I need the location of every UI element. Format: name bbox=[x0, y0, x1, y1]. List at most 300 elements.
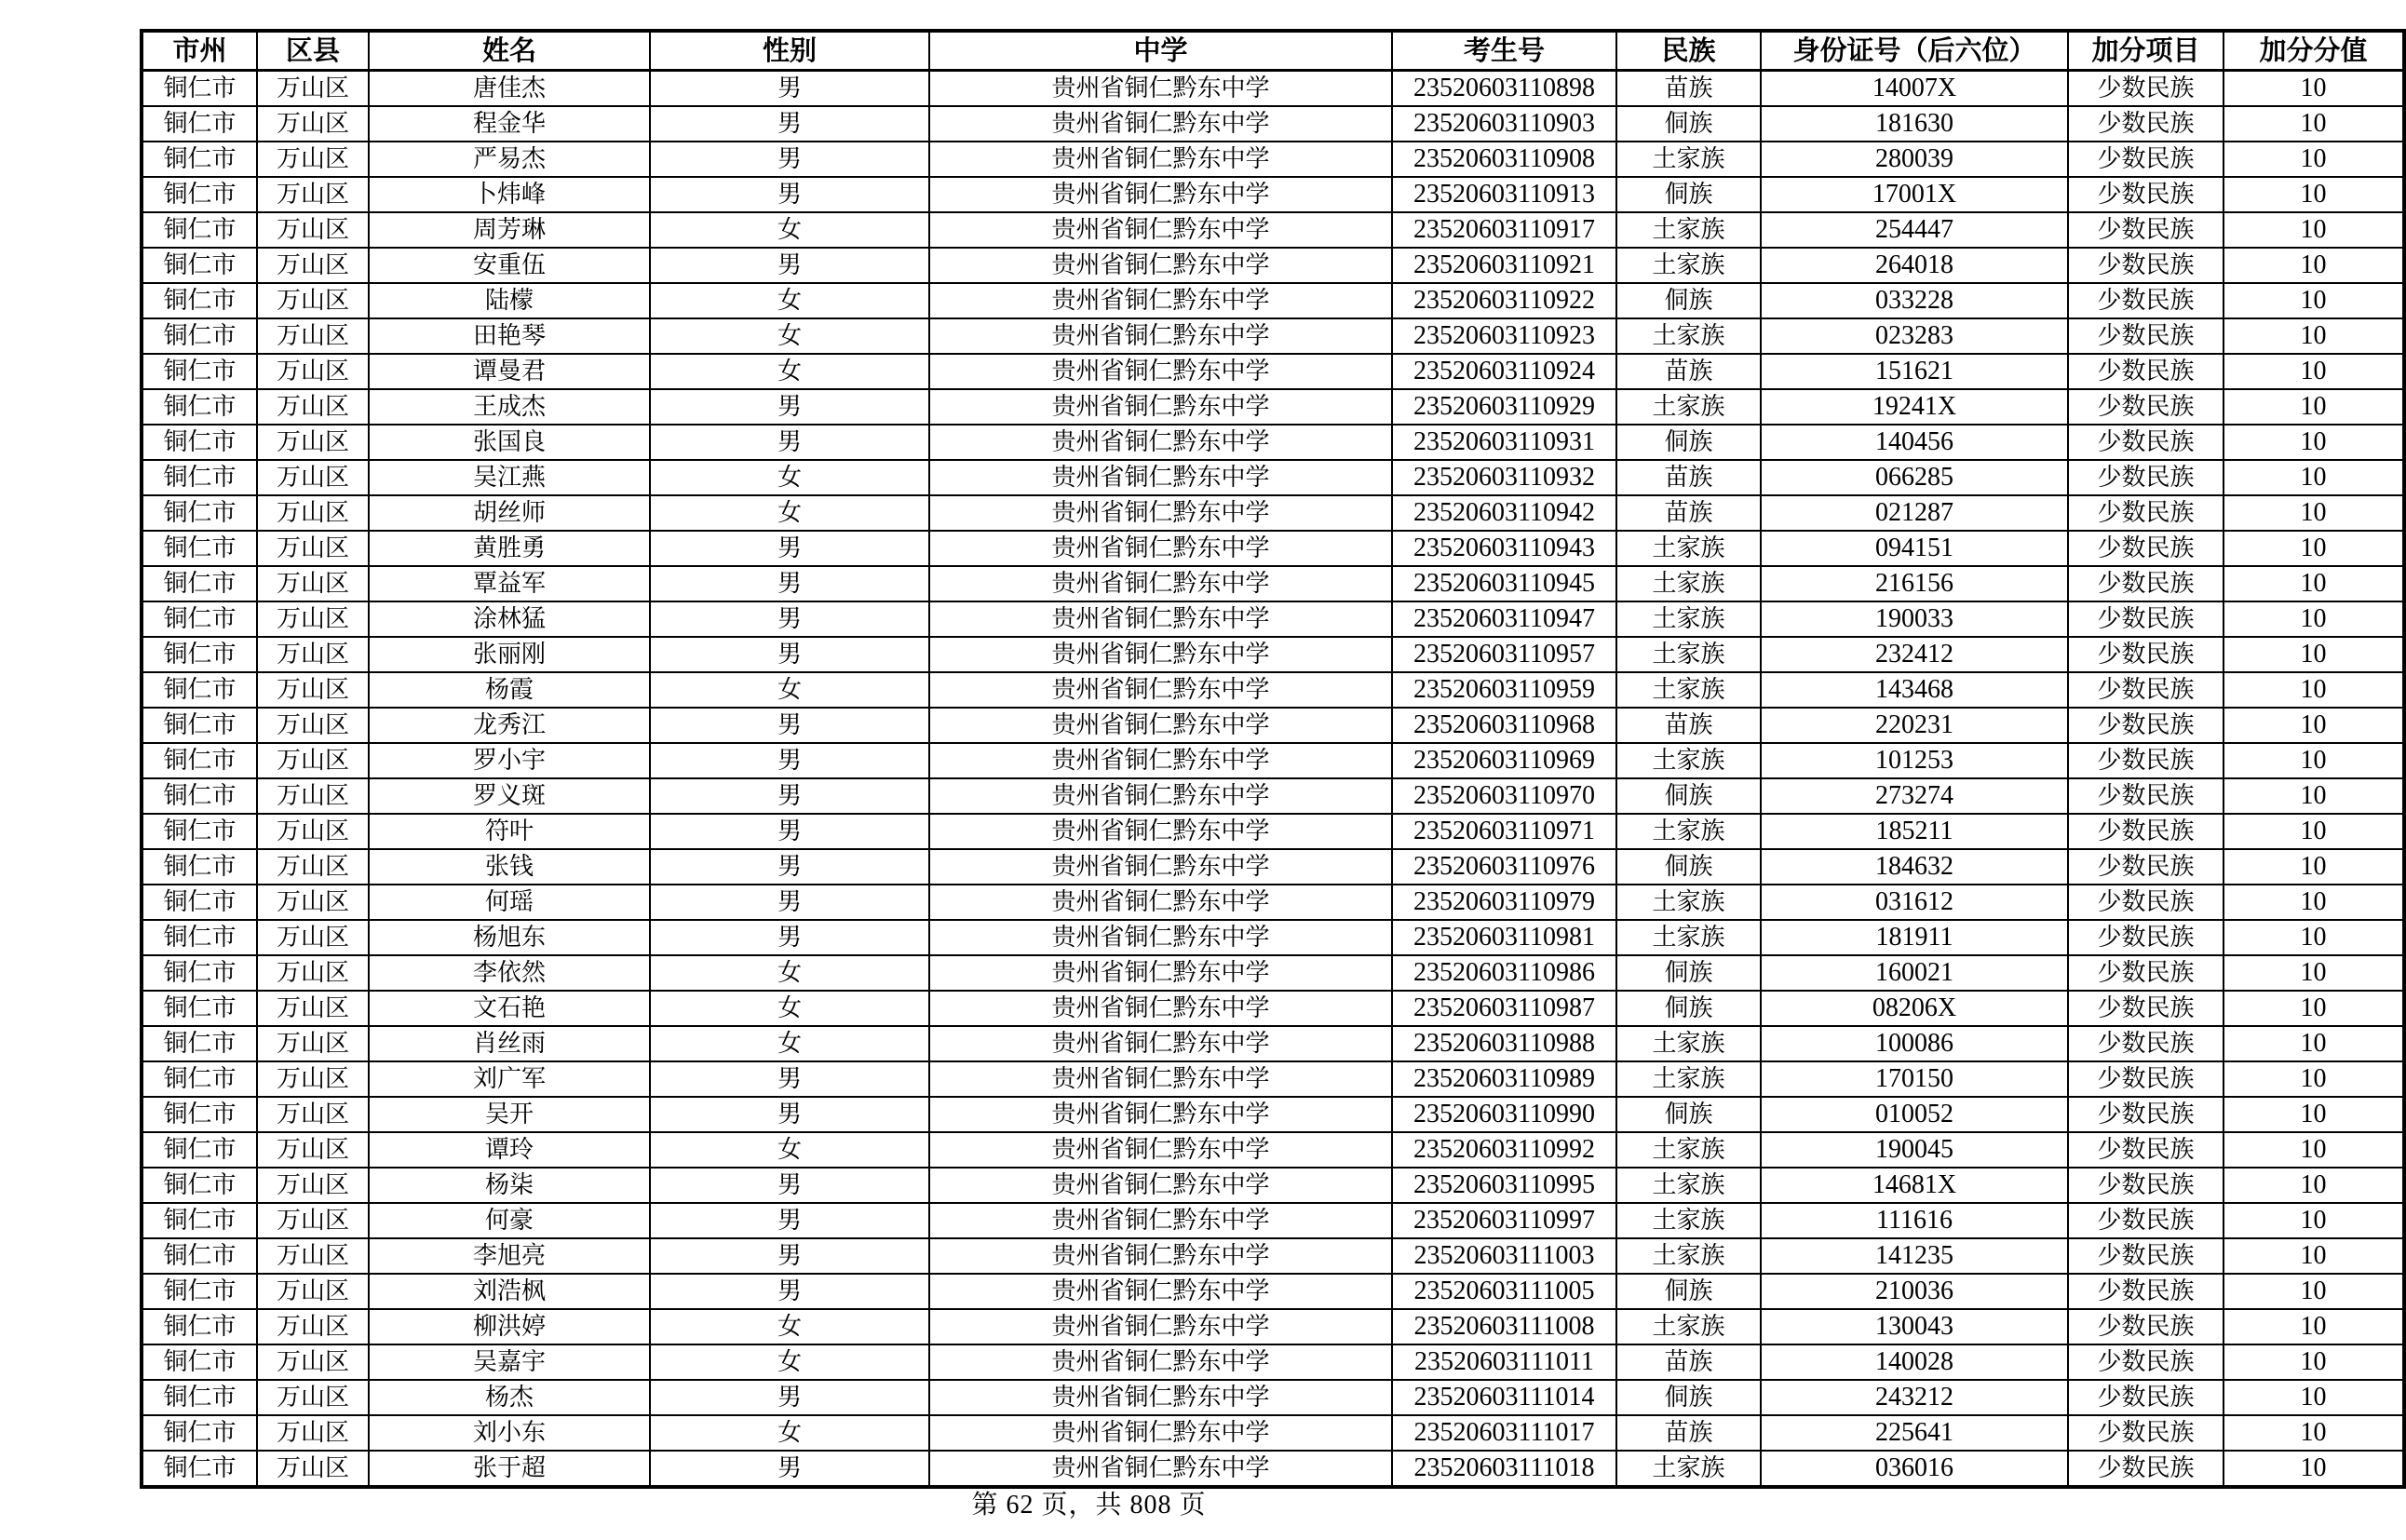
bonus-value-cell: 10 bbox=[2224, 1415, 2404, 1451]
id-suffix-cell: 100086 bbox=[1761, 1026, 2068, 1061]
id-suffix-cell: 190033 bbox=[1761, 601, 2068, 637]
school-cell: 贵州省铜仁黔东中学 bbox=[929, 1415, 1392, 1451]
name-cell: 柳洪婷 bbox=[369, 1309, 650, 1344]
bonus-item-cell: 少数民族 bbox=[2068, 1132, 2224, 1168]
exam-number-cell: 23520603110913 bbox=[1392, 177, 1616, 212]
school-cell: 贵州省铜仁黔东中学 bbox=[929, 566, 1392, 601]
name-cell: 张丽刚 bbox=[369, 637, 650, 672]
exam-number-cell: 23520603110995 bbox=[1392, 1168, 1616, 1203]
page-footer: 第 62 页，共 808 页 bbox=[971, 1491, 1207, 1520]
id-suffix-cell: 280039 bbox=[1761, 142, 2068, 177]
ethnicity-cell: 土家族 bbox=[1616, 1132, 1761, 1168]
column-header-bonus-value: 加分分值 bbox=[2224, 31, 2404, 71]
ethnicity-cell: 土家族 bbox=[1616, 1451, 1761, 1487]
gender-cell: 女 bbox=[650, 1132, 929, 1168]
ethnicity-cell: 苗族 bbox=[1616, 1415, 1761, 1451]
school-cell: 贵州省铜仁黔东中学 bbox=[929, 1274, 1392, 1309]
name-cell: 唐佳杰 bbox=[369, 71, 650, 107]
district-cell: 万山区 bbox=[257, 1451, 369, 1487]
id-suffix-cell: 010052 bbox=[1761, 1097, 2068, 1132]
city-cell: 铜仁市 bbox=[142, 142, 257, 177]
bonus-value-cell: 10 bbox=[2224, 708, 2404, 743]
bonus-item-cell: 少数民族 bbox=[2068, 920, 2224, 955]
table-row bbox=[142, 672, 2404, 708]
bonus-value-cell: 10 bbox=[2224, 991, 2404, 1026]
ethnicity-cell: 侗族 bbox=[1616, 425, 1761, 460]
district-cell: 万山区 bbox=[257, 601, 369, 637]
exam-number-cell: 23520603110968 bbox=[1392, 708, 1616, 743]
exam-number-cell: 23520603111005 bbox=[1392, 1274, 1616, 1309]
id-suffix-cell: 254447 bbox=[1761, 212, 2068, 248]
gender-cell: 男 bbox=[650, 106, 929, 142]
table-row bbox=[142, 425, 2404, 460]
city-cell: 铜仁市 bbox=[142, 460, 257, 495]
gender-cell: 男 bbox=[650, 814, 929, 849]
exam-number-cell: 23520603110947 bbox=[1392, 601, 1616, 637]
gender-cell: 男 bbox=[650, 708, 929, 743]
school-cell: 贵州省铜仁黔东中学 bbox=[929, 283, 1392, 318]
city-cell: 铜仁市 bbox=[142, 1132, 257, 1168]
ethnicity-cell: 土家族 bbox=[1616, 142, 1761, 177]
bonus-item-cell: 少数民族 bbox=[2068, 248, 2224, 283]
id-suffix-cell: 170150 bbox=[1761, 1061, 2068, 1097]
table-row bbox=[142, 1203, 2404, 1238]
id-suffix-cell: 273274 bbox=[1761, 778, 2068, 814]
exam-number-cell: 23520603111003 bbox=[1392, 1238, 1616, 1274]
gender-cell: 女 bbox=[650, 1026, 929, 1061]
bonus-value-cell: 10 bbox=[2224, 248, 2404, 283]
gender-cell: 男 bbox=[650, 1097, 929, 1132]
district-cell: 万山区 bbox=[257, 991, 369, 1026]
gender-cell: 男 bbox=[650, 1238, 929, 1274]
district-cell: 万山区 bbox=[257, 1344, 369, 1380]
id-suffix-cell: 140456 bbox=[1761, 425, 2068, 460]
id-suffix-cell: 130043 bbox=[1761, 1309, 2068, 1344]
name-cell: 符叶 bbox=[369, 814, 650, 849]
city-cell: 铜仁市 bbox=[142, 814, 257, 849]
ethnicity-cell: 土家族 bbox=[1616, 672, 1761, 708]
school-cell: 贵州省铜仁黔东中学 bbox=[929, 708, 1392, 743]
exam-number-cell: 23520603110922 bbox=[1392, 283, 1616, 318]
school-cell: 贵州省铜仁黔东中学 bbox=[929, 672, 1392, 708]
school-cell: 贵州省铜仁黔东中学 bbox=[929, 1026, 1392, 1061]
city-cell: 铜仁市 bbox=[142, 71, 257, 107]
bonus-value-cell: 10 bbox=[2224, 1451, 2404, 1487]
ethnicity-cell: 苗族 bbox=[1616, 354, 1761, 389]
exam-number-cell: 23520603110943 bbox=[1392, 531, 1616, 566]
gender-cell: 男 bbox=[650, 389, 929, 425]
id-suffix-cell: 094151 bbox=[1761, 531, 2068, 566]
table-header-row bbox=[142, 31, 2404, 71]
bonus-item-cell: 少数民族 bbox=[2068, 991, 2224, 1026]
school-cell: 贵州省铜仁黔东中学 bbox=[929, 1451, 1392, 1487]
id-suffix-cell: 243212 bbox=[1761, 1380, 2068, 1415]
bonus-value-cell: 10 bbox=[2224, 283, 2404, 318]
id-suffix-cell: 033228 bbox=[1761, 283, 2068, 318]
bonus-value-cell: 10 bbox=[2224, 849, 2404, 885]
exam-number-cell: 23520603110932 bbox=[1392, 460, 1616, 495]
gender-cell: 女 bbox=[650, 1344, 929, 1380]
ethnicity-cell: 侗族 bbox=[1616, 955, 1761, 991]
bonus-item-cell: 少数民族 bbox=[2068, 177, 2224, 212]
bonus-item-cell: 少数民族 bbox=[2068, 1380, 2224, 1415]
bonus-item-cell: 少数民族 bbox=[2068, 1168, 2224, 1203]
gender-cell: 男 bbox=[650, 920, 929, 955]
district-cell: 万山区 bbox=[257, 283, 369, 318]
id-suffix-cell: 14007X bbox=[1761, 71, 2068, 107]
ethnicity-cell: 土家族 bbox=[1616, 1168, 1761, 1203]
table-row bbox=[142, 248, 2404, 283]
ethnicity-cell: 土家族 bbox=[1616, 1203, 1761, 1238]
bonus-value-cell: 10 bbox=[2224, 495, 2404, 531]
city-cell: 铜仁市 bbox=[142, 1274, 257, 1309]
district-cell: 万山区 bbox=[257, 1203, 369, 1238]
school-cell: 贵州省铜仁黔东中学 bbox=[929, 1238, 1392, 1274]
bonus-item-cell: 少数民族 bbox=[2068, 672, 2224, 708]
gender-cell: 男 bbox=[650, 743, 929, 778]
bonus-item-cell: 少数民族 bbox=[2068, 955, 2224, 991]
school-cell: 贵州省铜仁黔东中学 bbox=[929, 991, 1392, 1026]
exam-number-cell: 23520603110971 bbox=[1392, 814, 1616, 849]
bonus-value-cell: 10 bbox=[2224, 1132, 2404, 1168]
district-cell: 万山区 bbox=[257, 1309, 369, 1344]
bonus-item-cell: 少数民族 bbox=[2068, 637, 2224, 672]
district-cell: 万山区 bbox=[257, 71, 369, 107]
district-cell: 万山区 bbox=[257, 389, 369, 425]
city-cell: 铜仁市 bbox=[142, 425, 257, 460]
district-cell: 万山区 bbox=[257, 106, 369, 142]
table-row bbox=[142, 531, 2404, 566]
name-cell: 严易杰 bbox=[369, 142, 650, 177]
district-cell: 万山区 bbox=[257, 142, 369, 177]
city-cell: 铜仁市 bbox=[142, 1344, 257, 1380]
district-cell: 万山区 bbox=[257, 566, 369, 601]
id-suffix-cell: 08206X bbox=[1761, 991, 2068, 1026]
ethnicity-cell: 土家族 bbox=[1616, 566, 1761, 601]
column-header-district: 区县 bbox=[257, 31, 369, 71]
name-cell: 吴开 bbox=[369, 1097, 650, 1132]
column-header-ethnicity: 民族 bbox=[1616, 31, 1761, 71]
exam-number-cell: 23520603110990 bbox=[1392, 1097, 1616, 1132]
exam-number-cell: 23520603110923 bbox=[1392, 318, 1616, 354]
city-cell: 铜仁市 bbox=[142, 1061, 257, 1097]
id-suffix-cell: 210036 bbox=[1761, 1274, 2068, 1309]
district-cell: 万山区 bbox=[257, 814, 369, 849]
ethnicity-cell: 土家族 bbox=[1616, 389, 1761, 425]
gender-cell: 男 bbox=[650, 142, 929, 177]
exam-number-cell: 23520603110929 bbox=[1392, 389, 1616, 425]
school-cell: 贵州省铜仁黔东中学 bbox=[929, 106, 1392, 142]
school-cell: 贵州省铜仁黔东中学 bbox=[929, 637, 1392, 672]
id-suffix-cell: 181630 bbox=[1761, 106, 2068, 142]
column-header-school: 中学 bbox=[929, 31, 1392, 71]
school-cell: 贵州省铜仁黔东中学 bbox=[929, 743, 1392, 778]
gender-cell: 男 bbox=[650, 1061, 929, 1097]
city-cell: 铜仁市 bbox=[142, 1451, 257, 1487]
exam-number-cell: 23520603110924 bbox=[1392, 354, 1616, 389]
name-cell: 卜炜峰 bbox=[369, 177, 650, 212]
name-cell: 肖丝雨 bbox=[369, 1026, 650, 1061]
id-suffix-cell: 031612 bbox=[1761, 885, 2068, 920]
district-cell: 万山区 bbox=[257, 1415, 369, 1451]
table-row bbox=[142, 778, 2404, 814]
ethnicity-cell: 侗族 bbox=[1616, 1380, 1761, 1415]
column-header-bonus-item: 加分项目 bbox=[2068, 31, 2224, 71]
city-cell: 铜仁市 bbox=[142, 920, 257, 955]
exam-number-cell: 23520603110981 bbox=[1392, 920, 1616, 955]
bonus-value-cell: 10 bbox=[2224, 672, 2404, 708]
district-cell: 万山区 bbox=[257, 955, 369, 991]
exam-number-cell: 23520603110921 bbox=[1392, 248, 1616, 283]
bonus-value-cell: 10 bbox=[2224, 531, 2404, 566]
table-row bbox=[142, 885, 2404, 920]
gender-cell: 男 bbox=[650, 849, 929, 885]
city-cell: 铜仁市 bbox=[142, 1238, 257, 1274]
bonus-value-cell: 10 bbox=[2224, 1380, 2404, 1415]
gender-cell: 男 bbox=[650, 1168, 929, 1203]
table-row bbox=[142, 106, 2404, 142]
table-row bbox=[142, 743, 2404, 778]
district-cell: 万山区 bbox=[257, 672, 369, 708]
name-cell: 吴嘉宇 bbox=[369, 1344, 650, 1380]
school-cell: 贵州省铜仁黔东中学 bbox=[929, 318, 1392, 354]
school-cell: 贵州省铜仁黔东中学 bbox=[929, 177, 1392, 212]
exam-number-cell: 23520603110986 bbox=[1392, 955, 1616, 991]
district-cell: 万山区 bbox=[257, 637, 369, 672]
ethnicity-cell: 土家族 bbox=[1616, 885, 1761, 920]
bonus-value-cell: 10 bbox=[2224, 425, 2404, 460]
school-cell: 贵州省铜仁黔东中学 bbox=[929, 354, 1392, 389]
district-cell: 万山区 bbox=[257, 778, 369, 814]
city-cell: 铜仁市 bbox=[142, 778, 257, 814]
id-suffix-cell: 190045 bbox=[1761, 1132, 2068, 1168]
district-cell: 万山区 bbox=[257, 318, 369, 354]
bonus-item-cell: 少数民族 bbox=[2068, 283, 2224, 318]
exam-number-cell: 23520603110970 bbox=[1392, 778, 1616, 814]
school-cell: 贵州省铜仁黔东中学 bbox=[929, 849, 1392, 885]
name-cell: 张钱 bbox=[369, 849, 650, 885]
city-cell: 铜仁市 bbox=[142, 1026, 257, 1061]
id-suffix-cell: 184632 bbox=[1761, 849, 2068, 885]
city-cell: 铜仁市 bbox=[142, 495, 257, 531]
gender-cell: 女 bbox=[650, 1309, 929, 1344]
column-header-exam-number: 考生号 bbox=[1392, 31, 1616, 71]
table-row bbox=[142, 389, 2404, 425]
table-row bbox=[142, 814, 2404, 849]
name-cell: 刘浩枫 bbox=[369, 1274, 650, 1309]
exam-number-cell: 23520603111017 bbox=[1392, 1415, 1616, 1451]
table-row bbox=[142, 460, 2404, 495]
school-cell: 贵州省铜仁黔东中学 bbox=[929, 460, 1392, 495]
ethnicity-cell: 苗族 bbox=[1616, 71, 1761, 107]
table-row bbox=[142, 1274, 2404, 1309]
bonus-item-cell: 少数民族 bbox=[2068, 212, 2224, 248]
column-header-name: 姓名 bbox=[369, 31, 650, 71]
gender-cell: 女 bbox=[650, 991, 929, 1026]
table-row bbox=[142, 1168, 2404, 1203]
bonus-item-cell: 少数民族 bbox=[2068, 778, 2224, 814]
column-header-city: 市州 bbox=[142, 31, 257, 71]
bonus-value-cell: 10 bbox=[2224, 1061, 2404, 1097]
bonus-item-cell: 少数民族 bbox=[2068, 142, 2224, 177]
bonus-item-cell: 少数民族 bbox=[2068, 1097, 2224, 1132]
bonus-item-cell: 少数民族 bbox=[2068, 1026, 2224, 1061]
bonus-item-cell: 少数民族 bbox=[2068, 566, 2224, 601]
bonus-item-cell: 少数民族 bbox=[2068, 1274, 2224, 1309]
city-cell: 铜仁市 bbox=[142, 1415, 257, 1451]
name-cell: 何瑶 bbox=[369, 885, 650, 920]
school-cell: 贵州省铜仁黔东中学 bbox=[929, 955, 1392, 991]
city-cell: 铜仁市 bbox=[142, 672, 257, 708]
ethnicity-cell: 土家族 bbox=[1616, 601, 1761, 637]
exam-number-cell: 23520603110917 bbox=[1392, 212, 1616, 248]
gender-cell: 女 bbox=[650, 495, 929, 531]
id-suffix-cell: 216156 bbox=[1761, 566, 2068, 601]
bonus-value-cell: 10 bbox=[2224, 177, 2404, 212]
bonus-value-cell: 10 bbox=[2224, 460, 2404, 495]
school-cell: 贵州省铜仁黔东中学 bbox=[929, 1132, 1392, 1168]
table-row bbox=[142, 71, 2404, 107]
city-cell: 铜仁市 bbox=[142, 955, 257, 991]
city-cell: 铜仁市 bbox=[142, 531, 257, 566]
table-row bbox=[142, 991, 2404, 1026]
city-cell: 铜仁市 bbox=[142, 637, 257, 672]
ethnicity-cell: 土家族 bbox=[1616, 248, 1761, 283]
table-row bbox=[142, 142, 2404, 177]
district-cell: 万山区 bbox=[257, 1274, 369, 1309]
name-cell: 何豪 bbox=[369, 1203, 650, 1238]
id-suffix-cell: 101253 bbox=[1761, 743, 2068, 778]
gender-cell: 女 bbox=[650, 354, 929, 389]
ethnicity-cell: 侗族 bbox=[1616, 283, 1761, 318]
exam-number-cell: 23520603110898 bbox=[1392, 71, 1616, 107]
table-row bbox=[142, 495, 2404, 531]
bonus-value-cell: 10 bbox=[2224, 743, 2404, 778]
bonus-value-cell: 10 bbox=[2224, 920, 2404, 955]
bonus-item-cell: 少数民族 bbox=[2068, 885, 2224, 920]
name-cell: 谭玲 bbox=[369, 1132, 650, 1168]
bonus-value-cell: 10 bbox=[2224, 566, 2404, 601]
city-cell: 铜仁市 bbox=[142, 743, 257, 778]
district-cell: 万山区 bbox=[257, 1238, 369, 1274]
district-cell: 万山区 bbox=[257, 177, 369, 212]
exam-number-cell: 23520603110987 bbox=[1392, 991, 1616, 1026]
district-cell: 万山区 bbox=[257, 212, 369, 248]
district-cell: 万山区 bbox=[257, 495, 369, 531]
district-cell: 万山区 bbox=[257, 1132, 369, 1168]
id-suffix-cell: 066285 bbox=[1761, 460, 2068, 495]
exam-number-cell: 23520603110908 bbox=[1392, 142, 1616, 177]
district-cell: 万山区 bbox=[257, 248, 369, 283]
bonus-item-cell: 少数民族 bbox=[2068, 531, 2224, 566]
bonus-value-cell: 10 bbox=[2224, 601, 2404, 637]
school-cell: 贵州省铜仁黔东中学 bbox=[929, 601, 1392, 637]
ethnicity-cell: 土家族 bbox=[1616, 1026, 1761, 1061]
bonus-value-cell: 10 bbox=[2224, 1344, 2404, 1380]
district-cell: 万山区 bbox=[257, 531, 369, 566]
exam-number-cell: 23520603110988 bbox=[1392, 1026, 1616, 1061]
bonus-item-cell: 少数民族 bbox=[2068, 106, 2224, 142]
ethnicity-cell: 土家族 bbox=[1616, 814, 1761, 849]
bonus-item-cell: 少数民族 bbox=[2068, 814, 2224, 849]
bonus-item-cell: 少数民族 bbox=[2068, 708, 2224, 743]
city-cell: 铜仁市 bbox=[142, 177, 257, 212]
city-cell: 铜仁市 bbox=[142, 354, 257, 389]
city-cell: 铜仁市 bbox=[142, 1168, 257, 1203]
name-cell: 周芳琳 bbox=[369, 212, 650, 248]
bonus-item-cell: 少数民族 bbox=[2068, 1344, 2224, 1380]
district-cell: 万山区 bbox=[257, 885, 369, 920]
ethnicity-cell: 侗族 bbox=[1616, 849, 1761, 885]
exam-number-cell: 23520603111008 bbox=[1392, 1309, 1616, 1344]
district-cell: 万山区 bbox=[257, 460, 369, 495]
district-cell: 万山区 bbox=[257, 1097, 369, 1132]
gender-cell: 女 bbox=[650, 318, 929, 354]
city-cell: 铜仁市 bbox=[142, 1203, 257, 1238]
city-cell: 铜仁市 bbox=[142, 1380, 257, 1415]
gender-cell: 男 bbox=[650, 1380, 929, 1415]
bonus-item-cell: 少数民族 bbox=[2068, 460, 2224, 495]
bonus-item-cell: 少数民族 bbox=[2068, 1061, 2224, 1097]
school-cell: 贵州省铜仁黔东中学 bbox=[929, 425, 1392, 460]
id-suffix-cell: 151621 bbox=[1761, 354, 2068, 389]
table-row bbox=[142, 849, 2404, 885]
district-cell: 万山区 bbox=[257, 849, 369, 885]
table-row bbox=[142, 212, 2404, 248]
table-row bbox=[142, 920, 2404, 955]
name-cell: 涂林猛 bbox=[369, 601, 650, 637]
table-row bbox=[142, 1097, 2404, 1132]
bonus-item-cell: 少数民族 bbox=[2068, 71, 2224, 107]
table-row bbox=[142, 318, 2404, 354]
city-cell: 铜仁市 bbox=[142, 318, 257, 354]
city-cell: 铜仁市 bbox=[142, 885, 257, 920]
bonus-value-cell: 10 bbox=[2224, 1203, 2404, 1238]
name-cell: 安重伍 bbox=[369, 248, 650, 283]
gender-cell: 男 bbox=[650, 601, 929, 637]
bonus-item-cell: 少数民族 bbox=[2068, 1203, 2224, 1238]
ethnicity-cell: 苗族 bbox=[1616, 1344, 1761, 1380]
bonus-item-cell: 少数民族 bbox=[2068, 1238, 2224, 1274]
exam-number-cell: 23520603110989 bbox=[1392, 1061, 1616, 1097]
bonus-item-cell: 少数民族 bbox=[2068, 1415, 2224, 1451]
city-cell: 铜仁市 bbox=[142, 248, 257, 283]
table-row bbox=[142, 955, 2404, 991]
name-cell: 杨柒 bbox=[369, 1168, 650, 1203]
bonus-item-cell: 少数民族 bbox=[2068, 1309, 2224, 1344]
gender-cell: 女 bbox=[650, 212, 929, 248]
bonus-item-cell: 少数民族 bbox=[2068, 1451, 2224, 1487]
school-cell: 贵州省铜仁黔东中学 bbox=[929, 885, 1392, 920]
table-row bbox=[142, 637, 2404, 672]
name-cell: 李旭亮 bbox=[369, 1238, 650, 1274]
name-cell: 田艳琴 bbox=[369, 318, 650, 354]
city-cell: 铜仁市 bbox=[142, 991, 257, 1026]
bonus-value-cell: 10 bbox=[2224, 1238, 2404, 1274]
table-row bbox=[142, 177, 2404, 212]
id-suffix-cell: 140028 bbox=[1761, 1344, 2068, 1380]
district-cell: 万山区 bbox=[257, 1061, 369, 1097]
district-cell: 万山区 bbox=[257, 920, 369, 955]
name-cell: 刘广军 bbox=[369, 1061, 650, 1097]
ethnicity-cell: 土家族 bbox=[1616, 1061, 1761, 1097]
bonus-value-cell: 10 bbox=[2224, 1309, 2404, 1344]
gender-cell: 男 bbox=[650, 71, 929, 107]
name-cell: 刘小东 bbox=[369, 1415, 650, 1451]
bonus-item-cell: 少数民族 bbox=[2068, 495, 2224, 531]
district-cell: 万山区 bbox=[257, 1380, 369, 1415]
ethnicity-cell: 侗族 bbox=[1616, 106, 1761, 142]
